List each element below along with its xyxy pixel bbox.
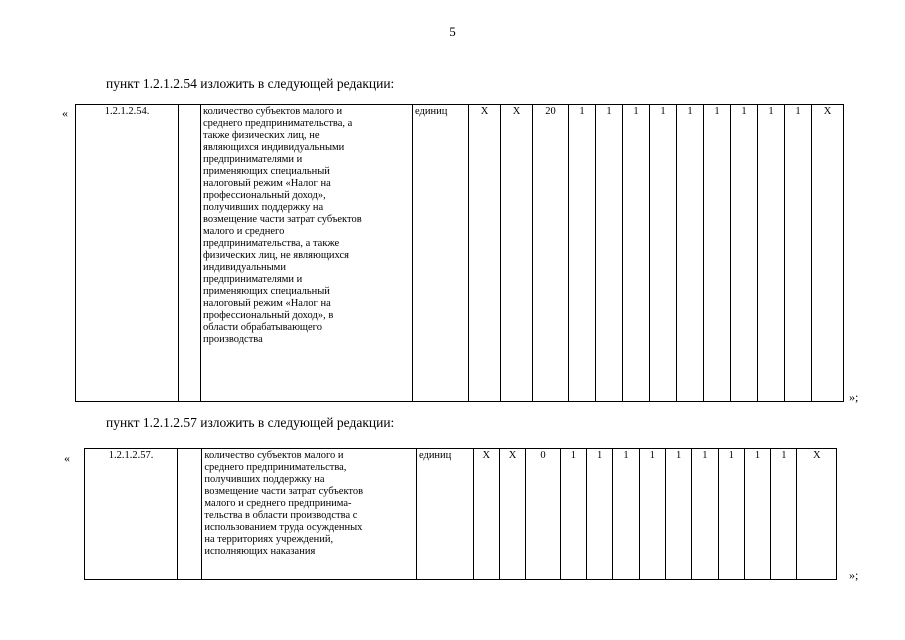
value-cell: 1 xyxy=(639,449,665,580)
value-cell: 1 xyxy=(704,105,731,402)
value-cell: Х xyxy=(501,105,533,402)
empty-cell xyxy=(179,105,201,402)
description-line: среднего предпринимательства, а xyxy=(203,118,353,129)
opening-quote-54: « xyxy=(62,106,68,120)
value-cell: Х xyxy=(473,449,499,580)
value-cell: 1 xyxy=(677,105,704,402)
value-cell: 1 xyxy=(692,449,718,580)
item-number: 1.2.1.2.54. xyxy=(76,105,179,402)
description-line: производства xyxy=(203,334,263,345)
value-cell: Х xyxy=(469,105,501,402)
value-cell: 1 xyxy=(613,449,639,580)
value-cell: 1 xyxy=(744,449,770,580)
description-line: возмещение части затрат субъектов xyxy=(204,486,364,497)
value-cell: 1 xyxy=(731,105,758,402)
indicator-description xyxy=(202,449,417,580)
table-row xyxy=(76,105,844,402)
value-cell: 1 xyxy=(785,105,812,402)
value-cell: 1 xyxy=(665,449,691,580)
value-cell: 1 xyxy=(560,449,586,580)
empty-cell xyxy=(178,449,202,580)
value-cell: 0 xyxy=(526,449,560,580)
amendment-instruction-57: пункт 1.2.1.2.57 изложить в следующей редакции: xyxy=(106,415,395,430)
value-cell: 1 xyxy=(569,105,596,402)
description-line: среднего предпринимательства, xyxy=(204,462,347,473)
value-cell: Х xyxy=(499,449,525,580)
description-line: индивидуальными xyxy=(203,262,286,273)
description-line: также физических лиц, не xyxy=(203,130,320,141)
table-row xyxy=(85,449,837,580)
description-line: малого и среднего xyxy=(203,226,285,237)
closing-quote-57: »; xyxy=(849,568,859,582)
description-line: исполняющих наказания xyxy=(204,546,316,557)
value-cell: 20 xyxy=(533,105,569,402)
description-line: области обрабатывающего xyxy=(203,322,322,333)
value-cell: 1 xyxy=(771,449,797,580)
amendment-table-54 xyxy=(75,104,844,402)
description-line: налоговый режим «Налог на xyxy=(203,298,331,309)
description-line: использованием труда осужденных xyxy=(204,522,363,533)
value-cell: 1 xyxy=(596,105,623,402)
description-line: предпринимателями и xyxy=(203,154,303,165)
description-line: являющихся индивидуальными xyxy=(203,142,345,153)
value-cell: Х xyxy=(812,105,844,402)
description-line: возмещение части затрат субъектов xyxy=(203,214,362,225)
description-line: профессиональный доход», xyxy=(203,190,326,201)
description-line: профессиональный доход», в xyxy=(203,310,334,321)
value-cell: 1 xyxy=(586,449,612,580)
value-cell: 1 xyxy=(650,105,677,402)
description-line: количество субъектов малого и xyxy=(204,450,344,461)
amendment-table-57 xyxy=(84,448,837,580)
description-line: налоговый режим «Налог на xyxy=(203,178,331,189)
description-line: применяющих специальный xyxy=(203,166,330,177)
description-line: получивших поддержку на xyxy=(203,202,324,213)
description-line: на территориях учреждений, xyxy=(204,534,334,545)
page-number: 5 xyxy=(449,24,456,39)
description-line: получивших поддержку на xyxy=(204,474,325,485)
description-line: количество субъектов малого и xyxy=(203,106,343,117)
indicator-description xyxy=(201,105,413,402)
value-cell: Х xyxy=(797,449,837,580)
value-cell: 1 xyxy=(623,105,650,402)
description-line: предпринимательства, а также xyxy=(203,238,340,249)
description-line: предпринимателями и xyxy=(203,274,303,285)
description-line: тельства в области производства с xyxy=(204,510,358,521)
opening-quote-57: « xyxy=(64,451,70,465)
amendment-instruction-54: пункт 1.2.1.2.54 изложить в следующей редакции: xyxy=(106,76,395,91)
closing-quote-54: »; xyxy=(849,390,859,404)
item-number: 1.2.1.2.57. xyxy=(85,449,178,580)
value-cell: 1 xyxy=(718,449,744,580)
unit-cell: единиц xyxy=(416,449,473,580)
description-line: малого и среднего предпринима- xyxy=(204,498,352,509)
description-line: физических лиц, не являющихся xyxy=(203,250,349,261)
value-cell: 1 xyxy=(758,105,785,402)
description-line: применяющих специальный xyxy=(203,286,330,297)
unit-cell: единиц xyxy=(413,105,469,402)
